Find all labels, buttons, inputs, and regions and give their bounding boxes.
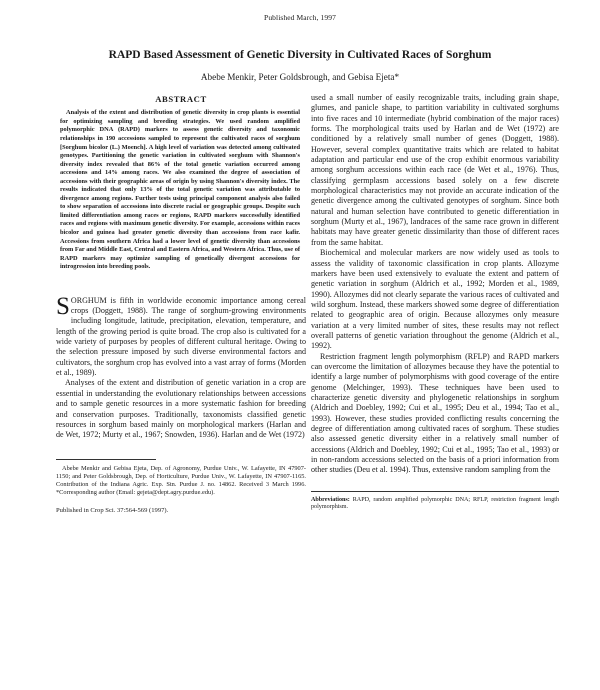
affiliation-footnote: Abebe Menkir and Gebisa Ejeta, Dep. of Agronomy, Purdue Univ., W. Lafayette, IN 47907-1150; and Peter Goldsbrough, Dep. of Horticulture, Purdue Univ., W. Lafayette, IN 47907-1165. Contribution of the Indiana Agric. Exp. Stn. Purdue J. no. 14862. Received 3 March 1996. *Corresponding author (Email: gejeta@dept.agry.purdue.edu).	[56, 464, 306, 496]
body-paragraph: Biochemical and molecular markers are now widely used as tools to assess the validity of taxonomic classification in crop plants. Allozyme markers have been used extensively to evaluate the extent and pattern of genetic variation in sorghum (Aldrich et al., 1992; Morden et al., 1989, 1990). Allozymes did not clearly separate the various races of cultivated and wild sorghum. Instead, these markers showed some degree of differentiation related to geographic area of origin. Because allozymes only measure variation at a very limited number of sites, these results may not reflect overall patterns of genetic variation throughout the genome (Aldrich et al., 1992).	[311, 248, 559, 351]
intro-text: ORGHUM is fifth in worldwide economic importance among cereal crops (Doggett, 1988). The range of sorghum-growing environments including longitude, latitude, precipitation, elevation, temperature, and length of the growing period is quite broad. The crop also is cultivated for a wide variety of purposes by peoples of different cultural heritage. Owing to the selection pressure imposed by such diverse environmental factors and cultivators, the sorghum crop has evolved into a vast array of forms (Morden et al., 1989).	[56, 295, 306, 378]
published-date: Published March, 1997	[264, 13, 336, 22]
body-paragraph: Restriction fragment length polymorphism (RFLP) and RAPD markers can overcome the limitation of allozymes because they have the potential to identify a large number of polymorphisms with good coverage of the entire genome (Melchinger, 1993). These techniques have been used to characterize genetic diversity and phylogenetic relationships in sorghum (Aldrich and Doebley, 1992; Cui et al., 1995; Deu et al., 1994; Tao et al., 1993). However, these studies provided conflicting results concerning the degree of differentiation among cultivated races of sorghum. These studies also assessed genetic diversity either in a relatively small number of accessions (Aldrich and Doebley, 1992; Cui et al., 1995; Tao et al., 1993) or in non-random accessions selected on the basis of a priori information from other studies (Deu et al. 1994). Thus, extensive random sampling from the	[311, 351, 559, 475]
paper-title: RAPD Based Assessment of Genetic Diversity in Cultivated Races of Sorghum	[108, 49, 492, 61]
drop-cap: S	[56, 292, 70, 320]
abstract-heading: ABSTRACT	[155, 94, 207, 104]
right-column	[311, 93, 559, 512]
abbreviations-text: RAPD, random amplified polymorphic DNA; RFLP, restriction fragment length polymorphism.	[311, 496, 560, 511]
body-paragraph: used a small number of easily recognizable traits, including grain shape, glumes, and panicle shape, to partition variability in cultivated sorghums into five races and 10 intermediate (hybrid combination of the major races) forms. The morphological traits used by Harlan and de Wet (1972) are conditioned by a relatively small number of genes (Doggett, 1988). However, several complex quantitative traits which are related to habitat adaptation and particular end use of the crop exhibit enormous variability among sorghum accessions within each race (de Wet et al., 1976). Thus, classifying germplasm accessions based solely on a few discrete morphological characteristics may not provide an accurate indication of the genetic divergence among the cultivated genotypes of sorghum. Since both natural and human selection have contributed to genetic differentiation in sorghum (Murty et al., 1967), landraces of the same race grown in different habitats may have greater genetic dissimilarity than those of different races from the same habitat.	[311, 93, 559, 247]
footnote-divider	[56, 459, 156, 460]
left-column	[56, 94, 306, 515]
body-paragraph: Analyses of the extent and distribution of genetic variation in a crop are essential in understanding the evolutionary relationships between accessions and to sample genetic resources in a more systematic fashion for breeding and conservation purposes. Traditionally, taxonomists classified genetic resources in sorghum based mainly on morphological markers (Harlan and de Wet, 1972; Murty et al., 1967; Snowden, 1936). Harlan and de Wet (1972)	[56, 378, 306, 440]
paper-authors: Abebe Menkir, Peter Goldsbrough, and Gebisa Ejeta*	[200, 72, 400, 82]
abbreviations-label: Abbreviations:	[311, 496, 350, 503]
intro-paragraph	[56, 292, 306, 379]
published-in-note: Published in Crop Sci. 37:564-569 (1997).	[56, 506, 169, 514]
abbreviations-note	[311, 497, 559, 512]
abbreviations-divider	[311, 491, 559, 492]
abstract-text: Analysis of the extent and distribution of genetic diversity in crop plants is essential for optimizing sampling and breeding strategies. We used random amplified polymorphic DNA (RAPD) markers to assess genetic diversity and taxonomic relationships in 190 accessions sampled to represent the cultivated races of sorghum [Sorghum bicolor (L.) Moench]. A high level of variation was detected among cultivated genotypes. Partitioning the genetic variation in cultivated sorghum with Shannon's diversity index revealed that 86% of the total genetic variation occurred among accessions and 14% among races. We also examined the degree of association of accessions with their geographic areas of origin by using Shannon's diversity index. The results indicated that only 13% of the total genetic variation was attributable to divergence among regions. Further tests using principal component analysis also failed to show separation of accessions into discrete racial or geographic groups. Despite such limited differentiation among races or regions, RAPD markers successfully identified races and regions with maximum genetic diversity. For example, accessions within races bicolor and guinea had greater genetic diversity than accessions from race kafir. Accessions from southern Africa had a lower level of genetic diversity than accessions from Far and Middle East, Central and Eastern Africa, and Western Africa. Thus, use of RAPD markers may optimize sampling of genetically divergent accessions for introgression into breeding pools.	[60, 109, 300, 271]
